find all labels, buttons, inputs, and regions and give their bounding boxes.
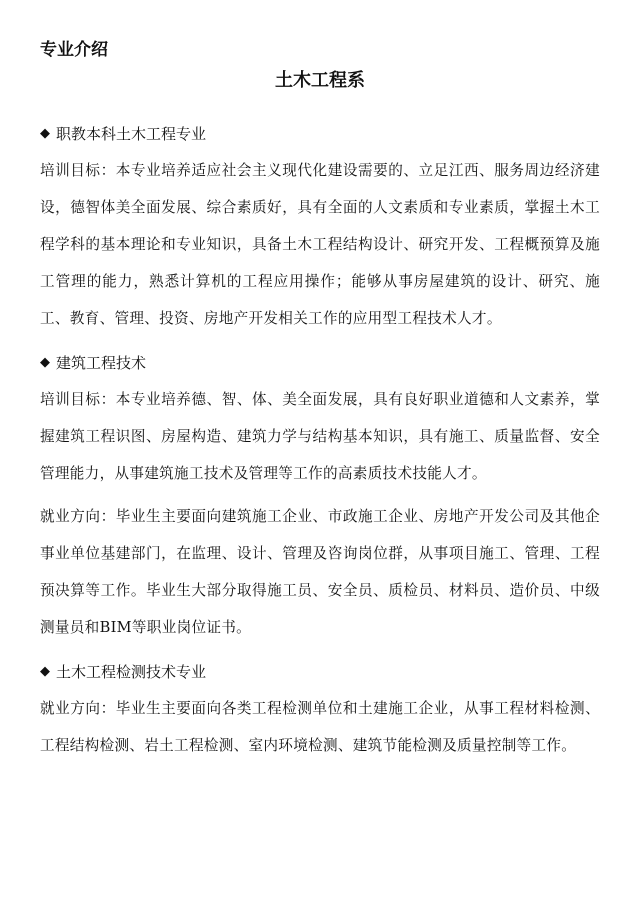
section-heading (40, 654, 600, 690)
section-paragraph-employment: 就业方向：毕业生主要面向建筑施工企业、市政施工企业、房地产开发公司及其他企事业单位基建部门，在监理、设计、管理及咨询岗位群，从事项目施工、管理、工程预决算等工作。毕业生大部分取得施工员、安全员、质检员、材料员、造价员、中级测量员和BIM等职业岗位证书。 (40, 508, 600, 636)
document-label: 专业介绍 (40, 40, 108, 60)
section-heading-text: 建筑工程技术 (56, 354, 147, 372)
diamond-bullet-icon: ◆ (40, 126, 50, 141)
section-paragraph-training-goal: 培训目标：本专业培养适应社会主义现代化建设需要的、立足江西、服务周边经济建设，德智体美全面发展、综合素质好，具有全面的人文素质和专业素质，掌握土木工程学科的基本理论和专业知识，具备土木工程结构设计、研究开发、工程概预算及施工管理的能力，熟悉计算机的工程应用操作；能够从事房屋建筑的设计、研究、施工、教育、管理、投资、房地产开发相关工作的应用型工程技术人才。 (40, 162, 600, 327)
document-title: 土木工程系 (275, 70, 365, 91)
diamond-bullet-icon: ◆ (40, 664, 50, 679)
section-civil-engineering-testing (40, 654, 600, 764)
section-building-engineering-technology (40, 345, 600, 646)
section-heading-text: 职教本科土木工程专业 (56, 125, 207, 143)
section-heading (40, 116, 600, 152)
section-undergraduate-civil-engineering (40, 116, 600, 337)
section-paragraph-employment: 就业方向：毕业生主要面向各类工程检测单位和土建施工企业，从事工程材料检测、工程结构检测、岩土工程检测、室内环境检测、建筑节能检测及质量控制等工作。 (40, 700, 600, 754)
section-paragraph-training-goal: 培训目标：本专业培养德、智、体、美全面发展，具有良好职业道德和人文素养，掌握建筑工程识图、房屋构造、建筑力学与结构基本知识，具有施工、质量监督、安全管理能力，从事建筑施工技术及管理等工作的高素质技术技能人才。 (40, 391, 600, 482)
diamond-bullet-icon: ◆ (40, 355, 50, 370)
section-heading (40, 345, 600, 381)
section-heading-text: 土木工程检测技术专业 (56, 663, 207, 681)
